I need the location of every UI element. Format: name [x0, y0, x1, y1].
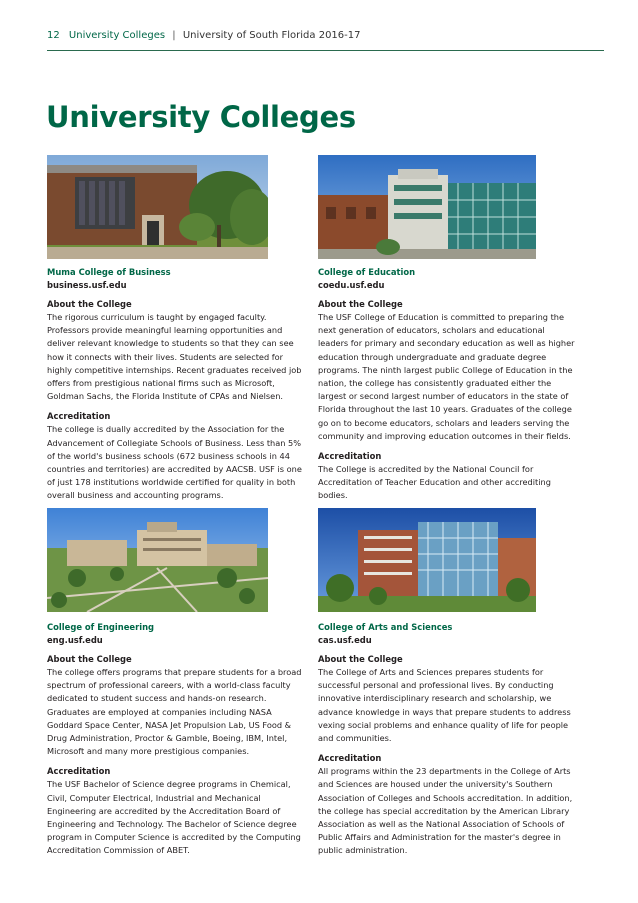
college-name: College of Engineering: [47, 622, 155, 632]
college-url[interactable]: eng.usf.edu: [47, 635, 103, 645]
about-text: The USF College of Education is committed to preparing the next generation of educators, scholars and educational leaders for primary and secondary education as well as higher education through undergraduate and graduate degree programs. The ninth largest public College of Education in the nation, the college has consistently graduated either the largest or second largest number of educators in the state of Florida throughout the last 10 years. Graduates of the college go on to become educators, scholars and leaders serving the community and improving education outcomes in their fields.: [318, 312, 575, 441]
page-number: 12: [47, 30, 60, 41]
accreditation-heading: Accreditation: [318, 451, 382, 462]
header-separator: |: [172, 30, 176, 41]
accreditation-text: All programs within the 23 departments in the College of Arts and Sciences are housed under the university's Southern Association of Colleges and Schools accreditation. In addition, the college has special accreditation by the American Library Association as well as the National Association of Schools of Public Affairs and Administration for the master's degree in public administration.: [318, 766, 573, 856]
about-heading: About the College: [47, 654, 132, 664]
accreditation-text: The college is dually accredited by the Association for the Advancement of Collegiate Schools of Business. Less than 5% of the world's business schools (672 business schools in 44 countries and territories) are accredited by AACSB. USF is one of just 178 institutions worldwide certified for quality in both overall business and accounting programs.: [47, 424, 302, 501]
business-college-section: [47, 266, 305, 510]
education-college-section: [318, 266, 576, 510]
college-url[interactable]: cas.usf.edu: [318, 635, 372, 645]
arts-sciences-college-section: [318, 621, 576, 865]
education-college-photo: [318, 155, 536, 259]
running-header: [47, 30, 604, 51]
business-college-photo: [47, 155, 268, 259]
accreditation-heading: Accreditation: [47, 411, 111, 422]
college-url[interactable]: coedu.usf.edu: [318, 280, 385, 290]
accreditation-text: The College is accredited by the National Council for Accreditation of Teacher Education and other accrediting bodies.: [318, 464, 551, 501]
college-name: Muma College of Business: [47, 267, 171, 277]
college-name: College of Arts and Sciences: [318, 622, 453, 632]
college-url[interactable]: business.usf.edu: [47, 280, 127, 290]
about-text: The rigorous curriculum is taught by engaged faculty. Professors provide meaningful learning opportunities and deliver relevant knowledge to students so that they can see how it connects with their lives. Students are selected for highly competitive internships. Recent graduates received job offers from prestigious national firms such as Microsoft, Goldman Sachs, the Florida Institute of CPAs and Nielsen.: [47, 312, 302, 402]
about-heading: About the College: [318, 654, 403, 664]
header-publication: University of South Florida 2016-17: [182, 30, 361, 41]
college-name: College of Education: [318, 267, 416, 277]
header-section: University Colleges: [68, 30, 166, 41]
accreditation-heading: Accreditation: [318, 753, 382, 764]
about-heading: About the College: [318, 299, 403, 309]
about-heading: About the College: [47, 299, 132, 309]
arts-sciences-college-photo: [318, 508, 536, 612]
accreditation-text: The USF Bachelor of Science degree programs in Chemical, Civil, Computer Electrical, Industrial and Mechanical Engineering are accredited by the Accreditation Board of Engineering and Technology. The Bachelor of Science degree program in Computer Science is accredited by the Computing Accreditation Commission of ABET.: [47, 779, 301, 856]
page-title: University Colleges: [46, 100, 356, 134]
about-text: The college offers programs that prepare students for a broad spectrum of professional careers, with a world-class faculty dedicated to student success and hands-on research. Graduates are employed at companies including NASA Goddard Space Center, NASA Jet Propulsion Lab, US Food & Drug Administration, Proctor & Gamble, Boeing, IBM, Intel, Microsoft and many more prestigious companies.: [47, 667, 302, 757]
about-text: The College of Arts and Sciences prepares students for successful personal and professional lives. By conducting innovative interdisciplinary research and scholarship, we advance knowledge in ways that prepare students to address vexing social problems and enhance quality of life for people and communities.: [318, 667, 571, 744]
accreditation-heading: Accreditation: [47, 766, 111, 777]
engineering-college-photo: [47, 508, 268, 612]
engineering-college-section: [47, 621, 305, 865]
